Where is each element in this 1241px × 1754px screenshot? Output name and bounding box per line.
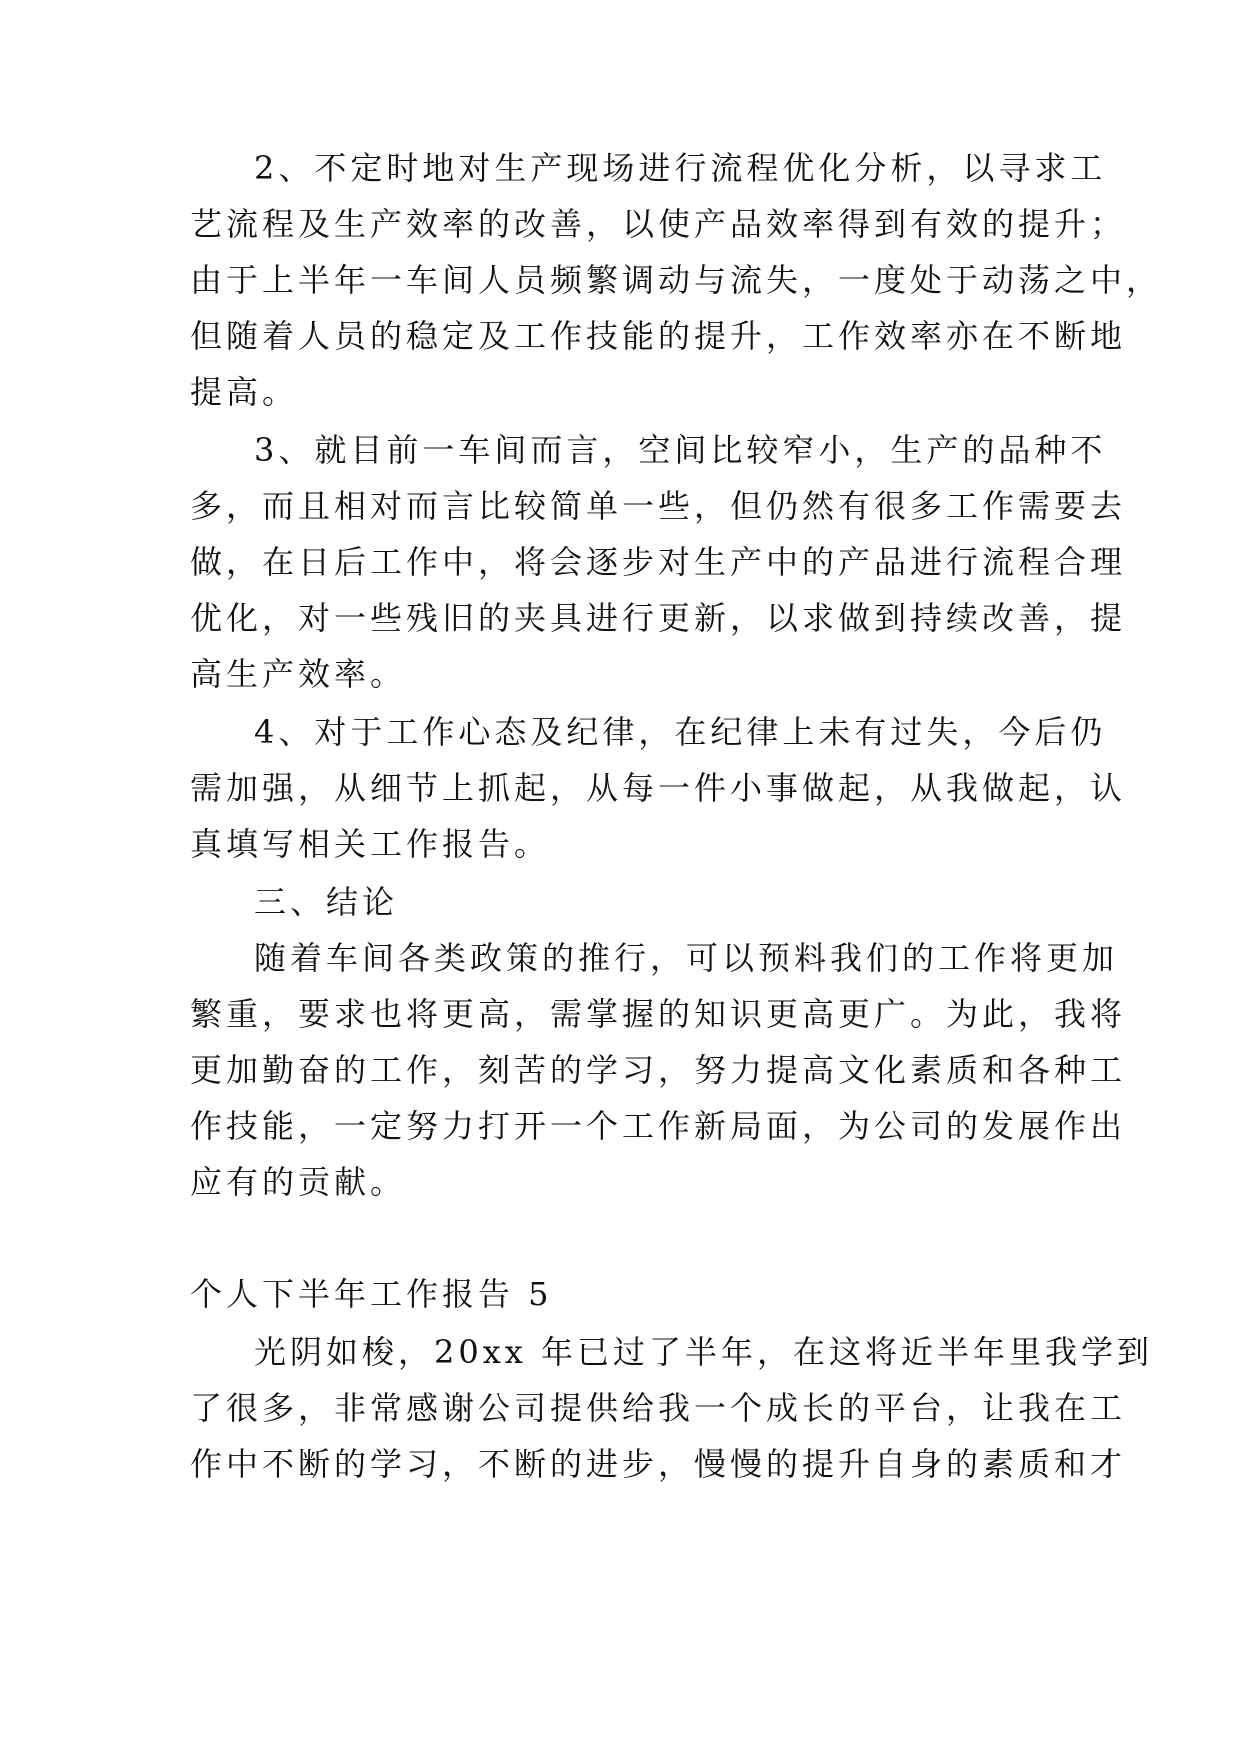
paragraph-line: 应有的贡献。 (190, 1163, 407, 1201)
paragraph-line: 优化，对一些残旧的夹具进行更新，以求做到持续改善，提 (190, 599, 1127, 637)
paragraph-line: 2、不定时地对生产现场进行流程优化分析，以寻求工 (254, 149, 1107, 187)
paragraph-line: 更加勤奋的工作，刻苦的学习，努力提高文化素质和各种工 (190, 1051, 1127, 1089)
paragraph-line: 3、就目前一车间而言，空间比较窄小，生产的品种不 (254, 431, 1107, 469)
report-title: 个人下半年工作报告 5 (190, 1275, 553, 1313)
paragraph-line: 随着车间各类政策的推行，可以预料我们的工作将更加 (254, 939, 1119, 977)
paragraph-line: 需加强，从细节上抓起，从每一件小事做起，从我做起，认 (190, 769, 1127, 807)
paragraph-line: 繁重，要求也将更高，需掌握的知识更高更广。为此，我将 (190, 995, 1127, 1033)
paragraph-line: 高生产效率。 (190, 655, 407, 693)
paragraph-line: 4、对于工作心态及纪律，在纪律上未有过失，今后仍 (254, 713, 1107, 751)
paragraph-line: 光阴如梭，20xx 年已过了半年，在这将近半年里我学到 (254, 1333, 1153, 1371)
paragraph-line: 了很多，非常感谢公司提供给我一个成长的平台，让我在工 (190, 1389, 1127, 1427)
paragraph-line: 由于上半年一车间人员频繁调动与流失，一度处于动荡之中， (190, 261, 1163, 299)
paragraph-line: 作中不断的学习，不断的进步，慢慢的提升自身的素质和才 (190, 1445, 1127, 1483)
paragraph-line: 多，而且相对而言比较简单一些，但仍然有很多工作需要去 (190, 487, 1127, 525)
section-heading: 三、结论 (254, 883, 399, 921)
paragraph-line: 艺流程及生产效率的改善，以使产品效率得到有效的提升； (190, 205, 1127, 243)
paragraph-line: 提高。 (190, 373, 299, 411)
paragraph-line: 作技能，一定努力打开一个工作新局面，为公司的发展作出 (190, 1107, 1127, 1145)
paragraph-line: 真填写相关工作报告。 (190, 825, 551, 863)
paragraph-line: 但随着人员的稳定及工作技能的提升，工作效率亦在不断地 (190, 317, 1127, 355)
paragraph-line: 做，在日后工作中，将会逐步对生产中的产品进行流程合理 (190, 543, 1127, 581)
